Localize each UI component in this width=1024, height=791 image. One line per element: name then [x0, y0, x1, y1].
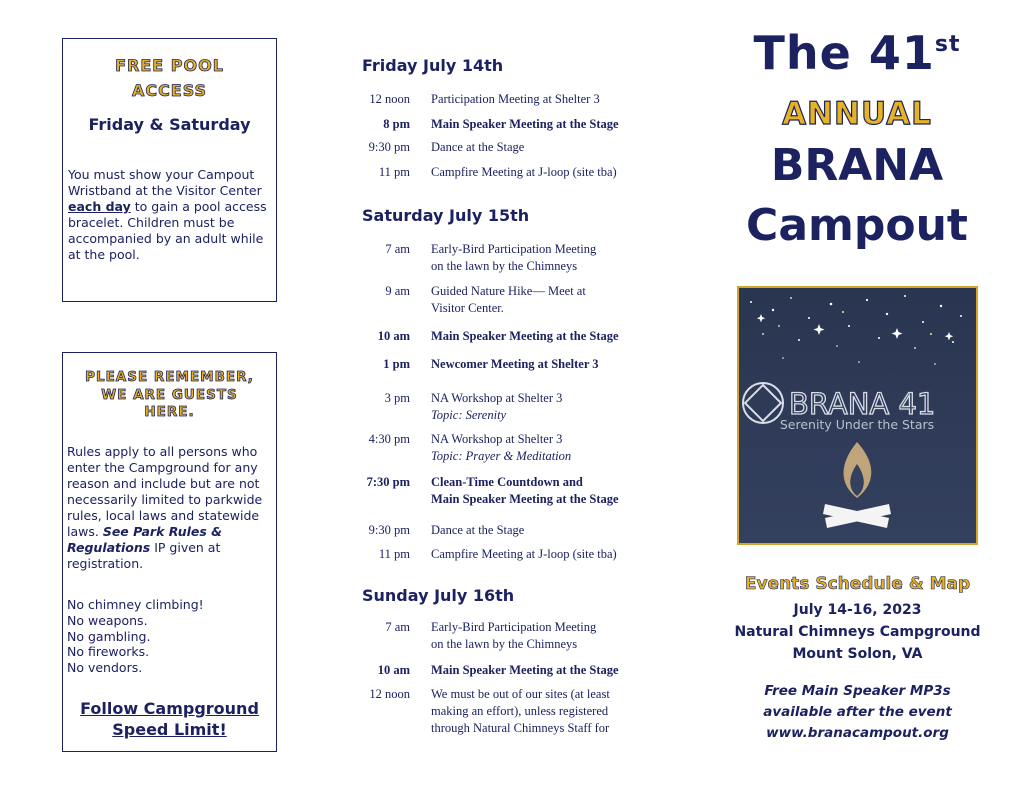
title-annual: ANNUAL	[782, 96, 932, 132]
row-event	[431, 474, 666, 508]
guests-title-line1: PLEASE REMEMBER,	[85, 369, 254, 385]
saturday-heading: Saturday July 15th	[362, 206, 530, 225]
row-time: 3 pm	[384, 391, 410, 405]
title-41st	[736, 26, 978, 80]
row-event	[431, 619, 666, 653]
row-event	[431, 241, 666, 275]
row-time: 7 am	[385, 242, 410, 256]
row-time: 1 pm	[383, 357, 410, 371]
rules-text	[67, 444, 272, 572]
pool-days: Friday & Saturday	[88, 115, 251, 134]
guests-title	[63, 369, 276, 422]
row-event	[431, 431, 666, 465]
list-item: No fireworks.	[67, 644, 150, 660]
poster-title: BRANA 41	[789, 387, 936, 421]
row-time: 11 pm	[378, 165, 410, 179]
friday-heading: Friday July 14th	[362, 56, 504, 75]
row-event-line: making an effort), unless registered	[431, 704, 609, 718]
title-brana: BRANA	[770, 140, 944, 191]
row-time: 7:30 pm	[366, 475, 410, 489]
row-topic: Topic: Prayer & Meditation	[431, 449, 572, 463]
row-time: 9:30 pm	[368, 140, 410, 154]
row-time: 10 am	[377, 329, 410, 343]
row-event-line: Clean-Time Countdown and	[431, 475, 583, 489]
rules-text-a: Rules apply to all persons who enter the Campground for any reason and include but are not necessarily limited to parkwide rules, local laws and statewide laws.	[67, 444, 263, 539]
pool-title-line1: FREE POOL	[115, 56, 224, 75]
row-event: Participation Meeting at Shelter 3	[431, 92, 600, 106]
row-event: Newcomer Meeting at Shelter 3	[431, 357, 599, 371]
poster-graphic	[739, 288, 976, 543]
row-event-line: NA Workshop at Shelter 3	[431, 432, 563, 446]
event-dates: July 14-16, 2023	[793, 602, 922, 618]
row-time: 9 am	[385, 284, 410, 298]
rules-emphasis: See Park Rules & Regulations	[67, 524, 223, 555]
pool-text-b: to gain a pool access bracelet. Children must be accompanied by an adult while at the pool.	[68, 199, 267, 262]
row-event-line: Main Speaker Meeting at the Stage	[431, 492, 619, 506]
sunday-heading: Sunday July 16th	[362, 586, 515, 605]
mp3-note	[705, 681, 1010, 744]
pool-title	[63, 53, 276, 103]
row-event-line: Early-Bird Participation Meeting	[431, 620, 597, 634]
mp3-line1: Free Main Speaker MP3s	[764, 683, 951, 699]
row-topic: Topic: Serenity	[431, 408, 507, 422]
row-time: 4:30 pm	[368, 432, 410, 446]
list-item: No gambling.	[67, 628, 151, 644]
prohibited-list	[67, 597, 272, 676]
pool-text-emphasis: each day	[68, 199, 131, 214]
events-schedule-heading: Events Schedule & Map	[744, 574, 971, 594]
row-event-line: Early-Bird Participation Meeting	[431, 242, 597, 256]
speed-line2: Speed Limit!	[112, 720, 227, 739]
row-event-line: Visitor Center.	[431, 301, 504, 315]
row-event-line: on the lawn by the Chimneys	[431, 259, 578, 273]
row-time: 12 noon	[369, 687, 410, 701]
row-event: Main Speaker Meeting at the Stage	[431, 117, 619, 131]
row-time: 9:30 pm	[368, 523, 410, 537]
row-event-line: We must be out of our sites (at least	[431, 687, 610, 701]
guests-title-line2: WE ARE GUESTS	[101, 386, 238, 403]
row-time: 10 am	[377, 663, 410, 677]
pool-text-a: You must show your Campout Wristband at the Visitor Center	[68, 167, 262, 198]
row-event	[431, 686, 666, 737]
guests-box	[62, 352, 277, 752]
event-poster	[737, 286, 978, 545]
list-item: No vendors.	[67, 660, 143, 676]
list-item: No weapons.	[67, 612, 148, 628]
mp3-line2: available after the event	[763, 704, 952, 720]
row-event-line: through Natural Chimneys Staff for	[431, 721, 610, 735]
row-event: Dance at the Stage	[431, 140, 525, 154]
guests-title-line3: HERE.	[144, 404, 195, 420]
title-the-41: The 41	[753, 26, 935, 80]
pool-text	[68, 167, 268, 263]
event-city: Mount Solon, VA	[792, 646, 923, 662]
row-time: 11 pm	[378, 547, 410, 561]
row-event	[431, 390, 666, 424]
event-venue: Natural Chimneys Campground	[734, 624, 981, 640]
row-event: Campfire Meeting at J-loop (site tba)	[431, 547, 617, 561]
poster-subtitle: Serenity Under the Stars	[779, 417, 935, 432]
pool-access-box	[62, 38, 277, 302]
row-event-line: Guided Nature Hike— Meet at	[431, 284, 586, 298]
title-campout: Campout	[746, 200, 968, 251]
row-event: Main Speaker Meeting at the Stage	[431, 329, 619, 343]
list-item: No chimney climbing!	[67, 597, 204, 612]
speed-limit-note	[63, 698, 276, 740]
rules-text-b: IP given at registration.	[67, 540, 221, 571]
row-event: Dance at the Stage	[431, 523, 525, 537]
row-event: Main Speaker Meeting at the Stage	[431, 663, 619, 677]
row-time: 7 am	[385, 620, 410, 634]
row-event: Campfire Meeting at J-loop (site tba)	[431, 165, 617, 179]
row-event	[431, 283, 666, 317]
title-ordinal: st	[934, 32, 961, 57]
row-event-line: NA Workshop at Shelter 3	[431, 391, 563, 405]
pool-title-line2: ACCESS	[131, 81, 208, 100]
row-event-line: on the lawn by the Chimneys	[431, 637, 578, 651]
row-time: 12 noon	[369, 92, 410, 106]
speed-line1: Follow Campground	[80, 699, 259, 718]
row-time: 8 pm	[383, 117, 410, 131]
website-url: www.branacampout.org	[766, 725, 949, 741]
